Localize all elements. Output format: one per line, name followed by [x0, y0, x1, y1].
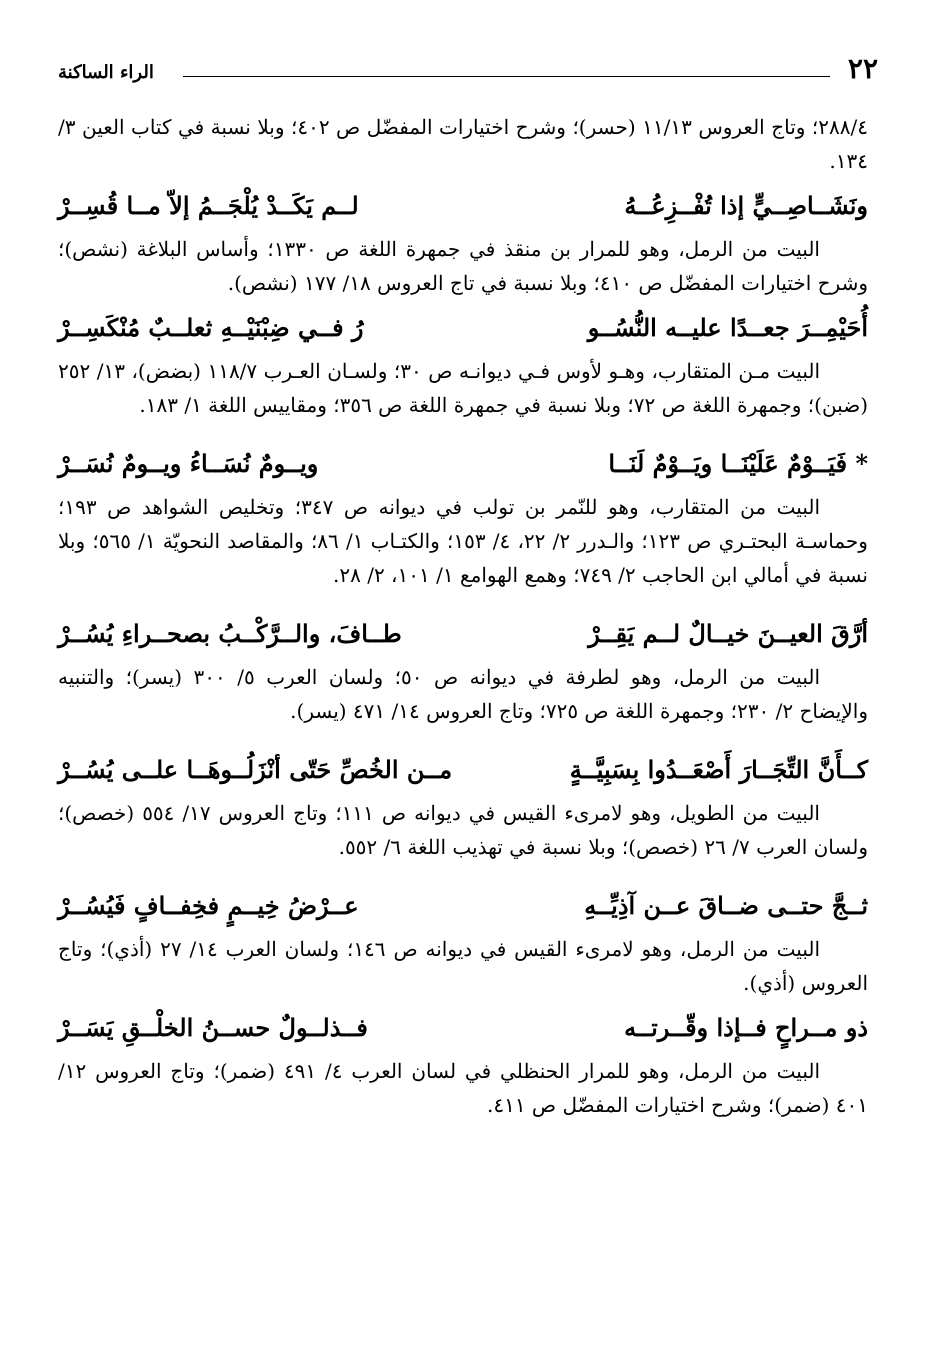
- page-header: [58, 50, 878, 90]
- verse-first-hemistich: أُحَيْمِــرَ جعــدًا عليــه النُّسُــو: [587, 313, 868, 342]
- verse-second-hemistich: لــم يَكَــدْ يُلْجَــمُ إلاّ مــا قُسِــرْ: [58, 191, 359, 220]
- citation-paragraph: البيت من المتقارب، وهو للنّمر بن تولب في ديوانه ص ٣٤٧؛ وتخليص الشواهد ص ١٩٣؛ وحماسـة البحتـري ص ١٢٣؛ والـدرر ٢/ ٢٢، ٤/ ١٥٣؛ والكتـاب ١/ ٨٦؛ والمقاصد النحويّة ١/ ٥٦٥؛ وبلا نسبة في أمالي ابن الحاجب ٢/ ٧٤٩؛ وهمع الهوامع ١/ ١٠١، ٢/ ٢٨.: [58, 495, 868, 587]
- page-body: [58, 110, 868, 1122]
- poem-verse: [58, 1008, 868, 1048]
- verse-first-hemistich: ثــجَّ حتــى ضــاقَ عــن آذِيِّــهِ: [584, 891, 868, 920]
- verse-second-hemistich: مــن الخُصِّ حَتّى أنْزَلُــوهَــا علــى يُسُــرْ: [58, 755, 453, 784]
- verse-second-hemistich: فــذلــولٌ حســنُ الخلْــقِ يَسَــرْ: [58, 1013, 368, 1042]
- verse-first-hemistich: ذو مــراحٍ فــإذا وقّــرتــه: [624, 1013, 868, 1042]
- citation-paragraph: البيت من الرمل، وهو للمرار بن منقذ في جمهرة اللغة ص ١٣٣٠؛ وأساس البلاغة (نشص)؛ وشرح اختيارات المفضّل ص ٤١٠؛ وبلا نسبة في تاج العروس ١٨/ ١٧٧ (نشص).: [58, 237, 868, 295]
- citation-paragraph: ٢٨٨/٤؛ وتاج العروس ١١/١٣ (حسر)؛ وشرح اختيارات المفضّل ص ٤٠٢؛ وبلا نسبة في كتاب العين ٣/ ١٣٤.: [58, 115, 868, 173]
- poem-verse: [58, 886, 868, 926]
- running-title: الراء الساكنة: [58, 62, 154, 83]
- citation-paragraph: البيت من الرمل، وهو لطرفة في ديوانه ص ٥٠؛ ولسان العرب ٥/ ٣٠٠ (يسر)؛ والتنبيه والإيضاح ٢/ ٢٣٠؛ وجمهرة اللغة ص ٧٢٥؛ وتاج العروس ١٤/ ٤٧١ (يسر).: [58, 665, 868, 723]
- poem-verse: [58, 308, 868, 348]
- citation-paragraph: البيت من الطويل، وهو لامرىء القيس في ديوانه ص ١١١؛ وتاج العروس ١٧/ ٥٥٤ (خصص)؛ ولسان العرب ٧/ ٢٦ (خصص)؛ وبلا نسبة في تهذيب اللغة ٦/ ٥٥٢.: [58, 801, 868, 859]
- verse-second-hemistich: عــرْضُ خِيــمٍ فخِفــافٍ فَيُسُــرْ: [58, 891, 359, 920]
- verse-first-hemistich: * فَيَــوْمٌ عَلَيْنَــا ويَــوْمٌ لَنَــا: [608, 449, 868, 478]
- header-rule: [183, 76, 830, 77]
- citation-paragraph: البيت من الرمل، وهو للمرار الحنظلي في لسان العرب ٤/ ٤٩١ (ضمر)؛ وتاج العروس ١٢/ ٤٠١ (ضمر)؛ وشرح اختيارات المفضّل ص ٤١١.: [58, 1059, 868, 1117]
- verse-second-hemistich: رُ فــي ضِبْنَيْــهِ ثعلــبٌ مُنْكَسِــرْ: [58, 313, 364, 342]
- poem-verse: [58, 444, 868, 484]
- page-number: ٢٢: [847, 52, 878, 85]
- verse-second-hemistich: طــافَ، والــرَّكْــبُ بصحــراءِ يُسُــرْ: [58, 619, 402, 648]
- citation-paragraph: البيت من الرمل، وهو لامرىء القيس في ديوانه ص ١٤٦؛ ولسان العرب ١٤/ ٢٧ (أذي)؛ وتاج العروس (أذي).: [58, 937, 868, 995]
- verse-second-hemistich: ويــومٌ نُسَــاءُ ويــومٌ نُسَــرْ: [58, 449, 319, 478]
- poem-verse: [58, 750, 868, 790]
- verse-first-hemistich: أرَّقَ العيــنَ خيــالٌ لــم يَقِــرْ: [588, 619, 868, 648]
- verse-first-hemistich: ونَشَــاصِــيٍّ إذا تُفْــزِعُــهُ: [624, 191, 868, 220]
- citation-paragraph: البيت مـن المتقارب، وهـو لأوس فـي ديوانـه ص ٣٠؛ ولسـان العـرب ١١٨/٧ (بضض)، ١٣/ ٢٥٢ (ضبن)؛ وجمهرة اللغة ص ٧٢؛ وبلا نسبة في جمهرة اللغة ص ٣٥٦؛ ومقاييس اللغة ١/ ١٨٣.: [58, 359, 868, 417]
- verse-first-hemistich: كــأَنَّ التِّجَــارَ أَصْعَــدُوا بِسَبِيَّــةٍ: [569, 755, 868, 784]
- poem-verse: [58, 614, 868, 654]
- poem-verse: [58, 186, 868, 226]
